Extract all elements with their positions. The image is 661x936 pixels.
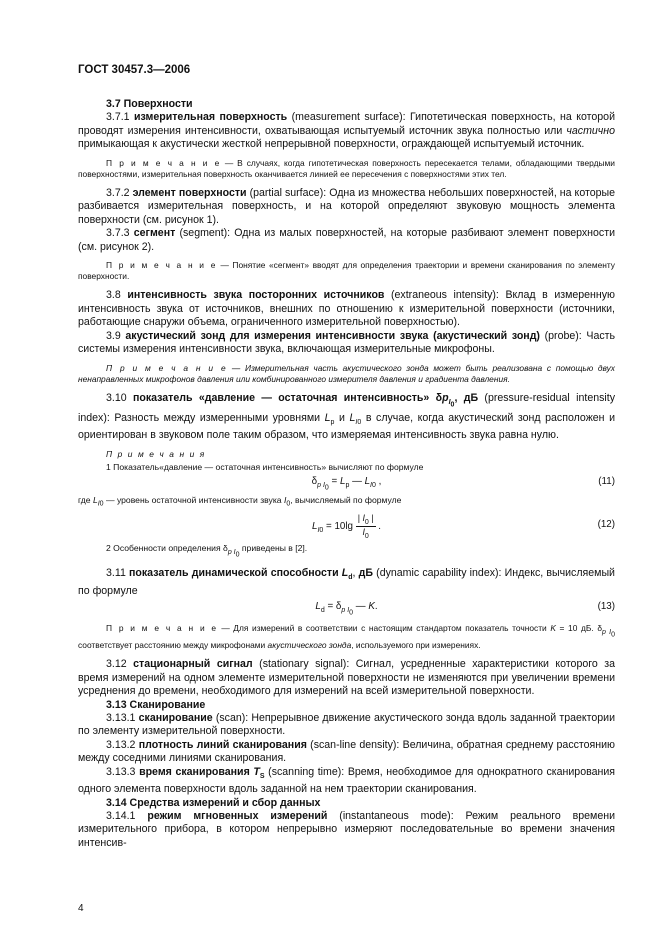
formula-12: $L_{I0} = 10\lg$ $\frac{| I_0 |}{I_0}$ . (12) [311,513,615,540]
definition-3-14-1: 3.14.1 режим мгновенных измерений (instantaneous mode): Режим реального времени измерительного прибора, в котором непрерывно измеряют последовательные во времени значения интенсив- [78,809,615,849]
definition-3-9: 3.9 акустический зонд для измерения интенсивности звука (акустический зонд) (probe): Часть системы измерения интенсивности звука, включающая измерительные микрофоны. [78,329,616,356]
note-3-11: П р и м е ч а н и е — Для измерений в соответствии с настоящим стандартом показатель точности K = 10 дБ. $\delta_{p I_0}$ соответствует расстоянию между микрофонами акустического зонда, используемого при измерениях. [78,622,615,651]
note-3-7-3: П р и м е ч а н и е — Понятие «сегмент» вводят для определения траектории и времени сканирования по элементу поверхности. [78,260,615,282]
definition-3-7-3: 3.7.3 сегмент (segment): Одна из малых поверхностей, на которые разбивают элемент поверхности (см. рисунок 2). [78,227,615,253]
definition-3-7-2: 3.7.2 элемент поверхности (partial surface): Одна из множества небольших поверхностей, на которые разбивается измерительная поверхность, и на которой определяют звуковую мощность элемента поверхности (см. рисунок 1). [78,187,615,226]
formula-11: $\delta_{p I_0} = L_p$ — $L_{I0}$ , (11) [311,476,615,492]
page-number: 4 [78,903,84,914]
note-2-text: 2 Особенности определения $\delta_{p I_0}$ приведены в [2]. [106,543,308,559]
definition-3-7-1: 3.7.1 измерительная поверхность (measurement surface): Гипотетическая поверхность, на которой проводят измерения интенсивности, охватывающая испытуемый источник звука полностью или частично примыкающая к акустически жесткой непрерывной поверхности, ограждающей испытуемый источник. [78,111,615,151]
document-page [78,64,615,850]
section-3-13-heading: 3.13 Сканирование [106,698,206,711]
formula-11-legend: где $L_{I0}$ — уровень остаточной интенсивности звука $I_0$, вычисляемый по формуле [78,495,402,509]
definition-3-13-2: 3.13.2 плотность линий сканирования (scan-line density): Величина, обратная среднему расстоянию между соседними линиями сканирования. [78,738,615,765]
note-3-7-1: П р и м е ч а н и е — В случаях, когда гипотетическая поверхность пересекается телами, обладающими твердыми поверхностями, измерительная поверхность оканчивается линией ее пересечения с поверхностями этих тел. [78,157,615,179]
note-1-text: 1 Показатель«давление — остаточная интенсивность» вычисляют по формуле [106,461,424,472]
definition-3-13-3: 3.13.3 время сканирования $T_S$ (scanning time): Время, необходимое для однократного сканирования одного элемента поверхности вдоль заданной на нем траектории сканирования. [78,765,615,796]
definition-3-13-1: 3.13.1 сканирование (scan): Непрерывное движение акустического зонда вдоль заданной траектории по элементу измерительной поверхности. [78,712,615,738]
note-3-9: П р и м е ч а н и е — Измерительная часть акустического зонда может быть реализована с помощью двух ненаправленных микрофонов давления или комбинированного измерителя давления и градиента давления. [78,362,615,384]
definition-3-8: 3.8 интенсивность звука посторонних источников (extraneous intensity): Вклад в измеренную интенсивность звука от источников, внешних по отношению к измерительной поверхности (источники, работающие снаружи объема, ограниченного измерительной поверхностью). [78,289,615,329]
section-3-7-heading: 3.7 Поверхности [106,98,193,110]
definition-3-11: 3.11 показатель динамической способности $L_d$, дБ (dynamic capability index): Индекс, вычисляемый по формуле [78,566,615,597]
formula-13: $L_d = \delta_{p I_0}$ — K. (13) [315,600,615,617]
standard-header: ГОСТ 30457.3—2006 [78,64,191,76]
notes-heading: П р и м е ч а н и я [106,448,206,459]
definition-3-12: 3.12 стационарный сигнал (stationary signal): Сигнал, усредненные характеристики которого за время измерений на одном элементе измерительной поверхности не изменяются при увеличении времени усреднения до времени, необходимого для измерений на всей измерительной поверхности. [78,658,615,698]
section-3-14-heading: 3.14 Средства измерений и сбор данных [106,796,321,809]
definition-3-10: 3.10 показатель «давление — остаточная интенсивность» $\delta p_{I_0}$, дБ (pressure-residual intensity index): Разность между измеренными уровнями $L_p$ и $L_{I0}$ в случае, когда акустический зонд расположен и ориентирован в звуковом поле таким образом, что измеряемая интенсивность звука равна нулю. [78,391,616,442]
